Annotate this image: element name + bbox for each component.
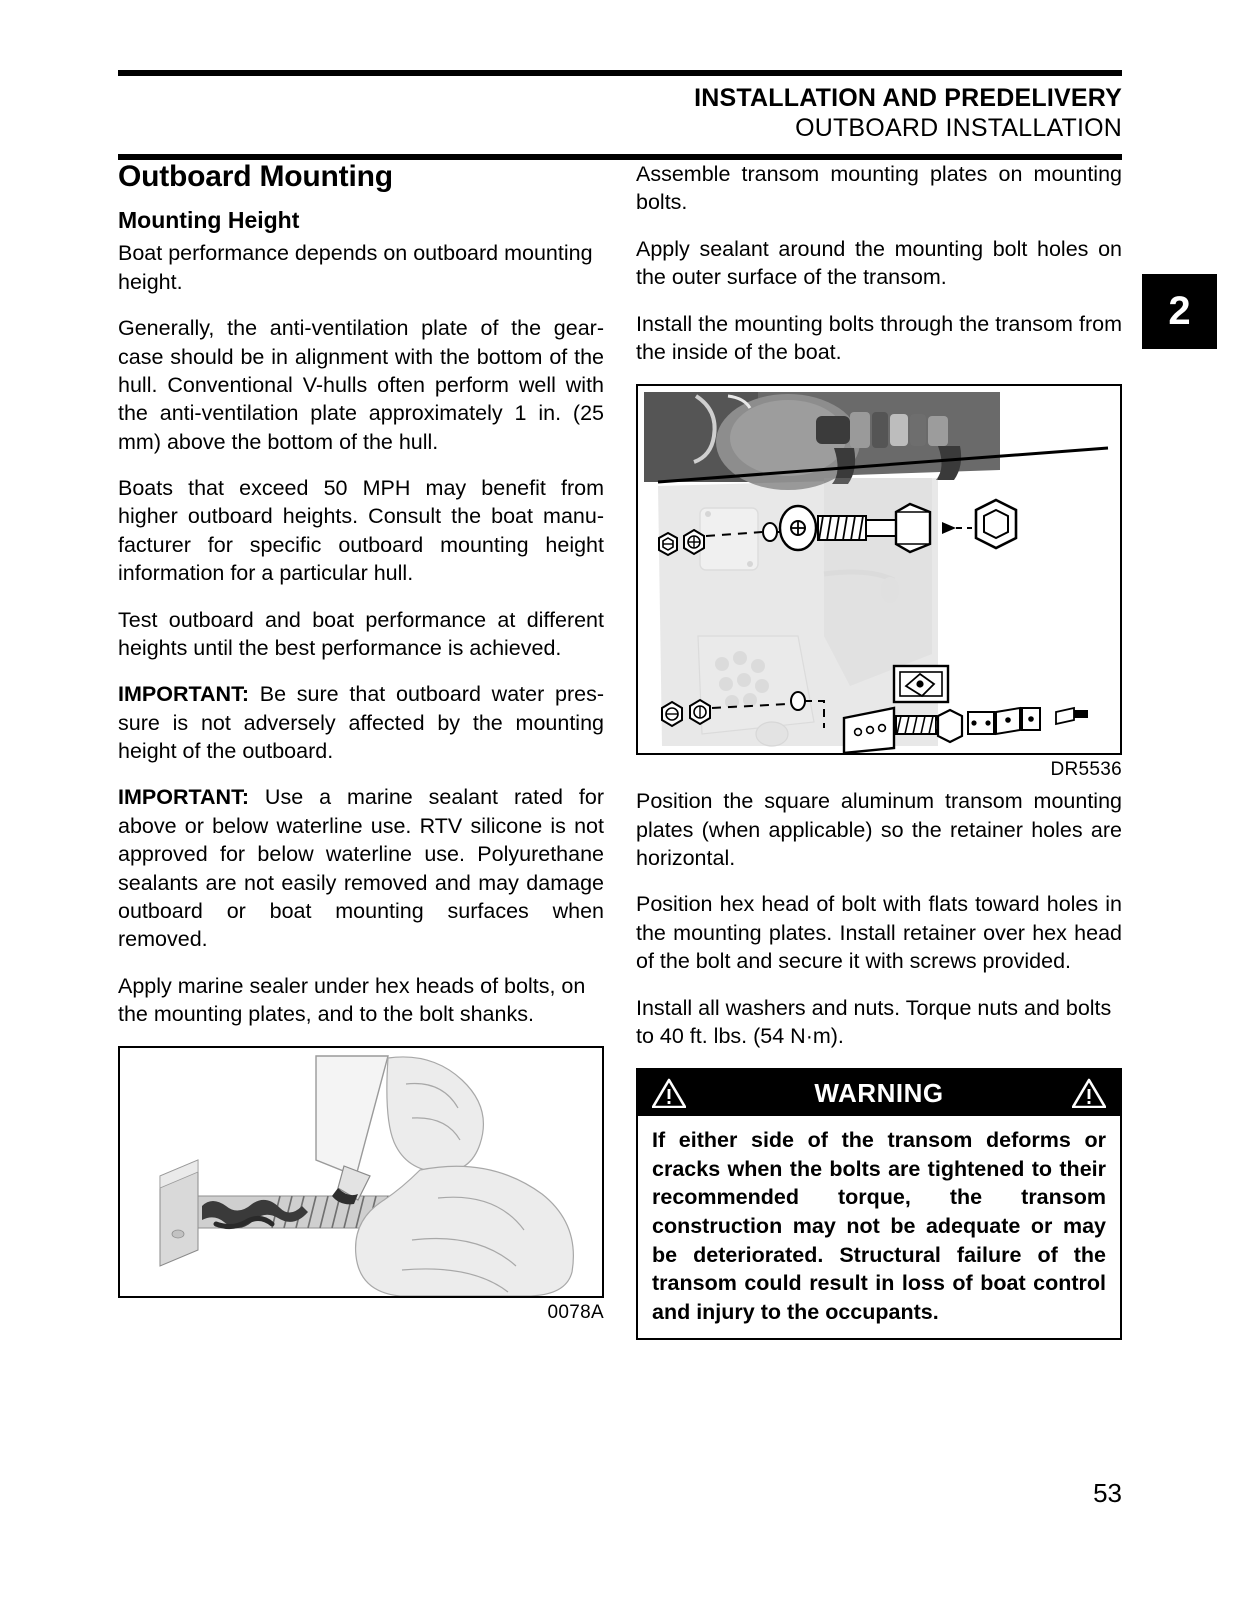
paragraph: Apply marine sealer under hex heads of bolts, on the mounting plates, and to the bolt shanks. <box>118 973 586 1027</box>
paragraph: Position the square aluminum transom mounting plates (when applicable) so the retainer holes are horizontal. <box>636 789 1122 870</box>
paragraph: Install all washers and nuts. Torque nuts and bolts to 40 ft. lbs. (54 N·m). <box>636 995 1112 1048</box>
figure-frame <box>118 1046 604 1298</box>
important-label: IMPORTANT: <box>118 785 249 810</box>
paragraph: Generally, the anti-ventilation plate of the gear-case should be in alignment with the bottom of the hull. Conventional V-hulls often perform well with the anti-ventilation plate approximately 1 in. (25 mm) above the bottom of the hull. <box>118 316 604 454</box>
header-title-block <box>118 76 1122 149</box>
warning-header <box>638 1070 1120 1116</box>
paragraph: Position hex head of bolt with flats toward holes in the mounting plates. Install retainer over hex head of the bolt and secure it with screws provided. <box>636 892 1122 974</box>
page-number: 53 <box>1093 1478 1122 1508</box>
warning-text: If either side of the transom deforms or cracks when the bolts are tightened to their recommended torque, the transom construction may not be adequate or may be deteriorated. Structural failure of the transom could result in loss of boat control and injury to the occupants. <box>652 1128 1106 1324</box>
photo-sealant-applied-to-bolt <box>120 1048 602 1296</box>
warning-title: WARNING <box>814 1077 944 1108</box>
right-column <box>636 160 1122 1340</box>
figure-transom-mounting-diagram <box>636 384 1122 781</box>
important-note <box>118 680 604 765</box>
figure-sealant-photo <box>118 1046 604 1324</box>
figure-caption: 0078A <box>547 1302 604 1324</box>
subsection-title: Mounting Height <box>118 207 300 233</box>
paragraph: Assemble transom mounting plates on mounting bolts. <box>636 162 1122 215</box>
warning-triangle-icon <box>1072 1078 1106 1108</box>
header-title-secondary: OUTBOARD INSTALLATION <box>795 113 1122 142</box>
important-note <box>118 783 604 953</box>
figure-frame <box>636 384 1122 755</box>
paragraph: Boats that exceed 50 MPH may benefit from higher outboard heights. Consult the boat manu-facturer for specific outboard mounting height information for a particular hull. <box>118 476 604 586</box>
important-text: Be sure that outboard water pres-sure is not adversely affected by the mounting height of the outboard. <box>118 682 604 764</box>
important-label: IMPORTANT: <box>118 682 249 707</box>
important-text: Use a marine sealant rated for above or below waterline use. RTV silicone is not approved for below waterline use. Polyurethane sealants are not easily removed and may damage outboard or boat mounting surfaces when removed. <box>118 785 604 952</box>
diagram-transom-mounting-hardware <box>638 386 1120 753</box>
paragraph: Install the mounting bolts through the transom from the inside of the boat. <box>636 311 1122 364</box>
figure-caption: DR5536 <box>1050 759 1122 781</box>
left-column <box>118 160 604 1330</box>
warning-triangle-icon <box>652 1078 686 1108</box>
paragraph: Test outboard and boat performance at different heights until the best performance is achieved. <box>118 607 604 660</box>
page-header <box>118 70 1122 160</box>
warning-box <box>636 1068 1122 1340</box>
page-title: Outboard Mounting <box>118 160 393 193</box>
header-title-primary: INSTALLATION AND PREDELIVERY <box>694 84 1122 112</box>
paragraph: Apply sealant around the mounting bolt holes on the outer surface of the transom. <box>636 236 1122 290</box>
paragraph: Boat performance depends on outboard mounting height. <box>118 241 593 294</box>
chapter-tab-marker: 2 <box>1142 274 1217 349</box>
